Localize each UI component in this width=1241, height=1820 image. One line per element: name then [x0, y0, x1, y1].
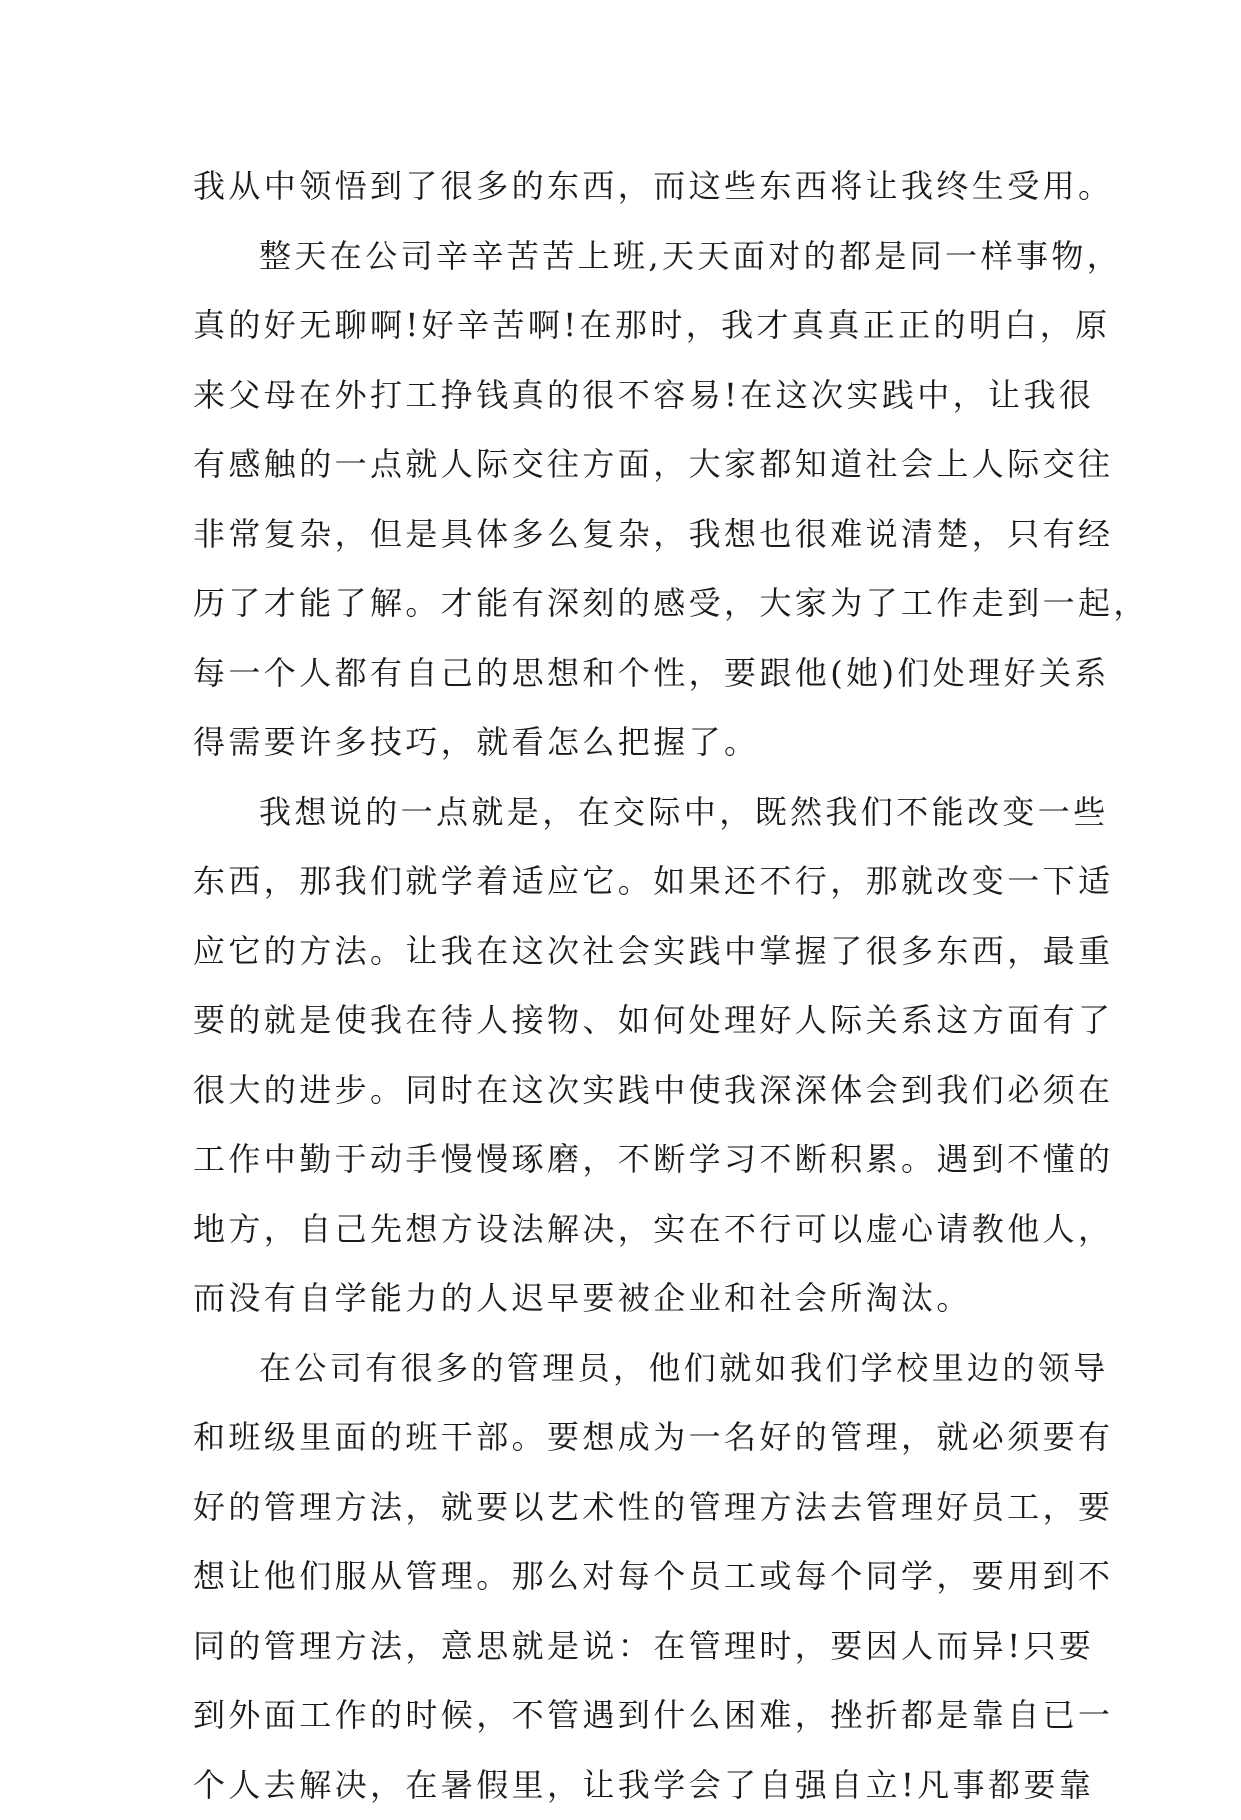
text-line: 和班级里面的班干部。要想成为一名好的管理，就必须要有	[193, 1403, 1073, 1473]
text-line: 地方，自己先想方设法解决，实在不行可以虚心请教他人，	[193, 1195, 1073, 1265]
text-line: 工作中勤于动手慢慢琢磨，不断学习不断积累。遇到不懂的	[193, 1125, 1073, 1195]
text-line: 应它的方法。让我在这次社会实践中掌握了很多东西，最重	[193, 917, 1073, 987]
paragraph-start-line: 我想说的一点就是，在交际中，既然我们不能改变一些	[193, 778, 1073, 848]
text-line: 非常复杂，但是具体多么复杂，我想也很难说清楚，只有经	[193, 500, 1073, 570]
text-line: 我从中领悟到了很多的东西，而这些东西将让我终生受用。	[193, 152, 1073, 222]
text-line: 历了才能了解。才能有深刻的感受，大家为了工作走到一起，	[193, 569, 1073, 639]
paragraph-start-line: 在公司有很多的管理员，他们就如我们学校里边的领导	[193, 1334, 1073, 1404]
paragraph-start-line: 整天在公司辛辛苦苦上班,天天面对的都是同一样事物，	[193, 222, 1073, 292]
text-line: 到外面工作的时候，不管遇到什么困难，挫折都是靠自已一	[193, 1681, 1073, 1751]
text-line: 每一个人都有自己的思想和个性，要跟他(她)们处理好关系	[193, 639, 1073, 709]
text-line: 个人去解决，在暑假里，让我学会了自强自立!凡事都要靠	[193, 1751, 1073, 1820]
text-line: 要的就是使我在待人接物、如何处理好人际关系这方面有了	[193, 986, 1073, 1056]
text-line: 真的好无聊啊!好辛苦啊!在那时，我才真真正正的明白，原	[193, 291, 1073, 361]
text-line: 想让他们服从管理。那么对每个员工或每个同学，要用到不	[193, 1542, 1073, 1612]
body-text	[193, 152, 1073, 1820]
text-line: 同的管理方法，意思就是说：在管理时，要因人而异!只要	[193, 1612, 1073, 1682]
text-line: 得需要许多技巧，就看怎么把握了。	[193, 708, 1073, 778]
text-line: 而没有自学能力的人迟早要被企业和社会所淘汰。	[193, 1264, 1073, 1334]
text-line: 有感触的一点就人际交往方面，大家都知道社会上人际交往	[193, 430, 1073, 500]
text-line: 来父母在外打工挣钱真的很不容易!在这次实践中，让我很	[193, 361, 1073, 431]
text-line: 很大的进步。同时在这次实践中使我深深体会到我们必须在	[193, 1056, 1073, 1126]
text-line: 东西，那我们就学着适应它。如果还不行，那就改变一下适	[193, 847, 1073, 917]
text-line: 好的管理方法，就要以艺术性的管理方法去管理好员工，要	[193, 1473, 1073, 1543]
